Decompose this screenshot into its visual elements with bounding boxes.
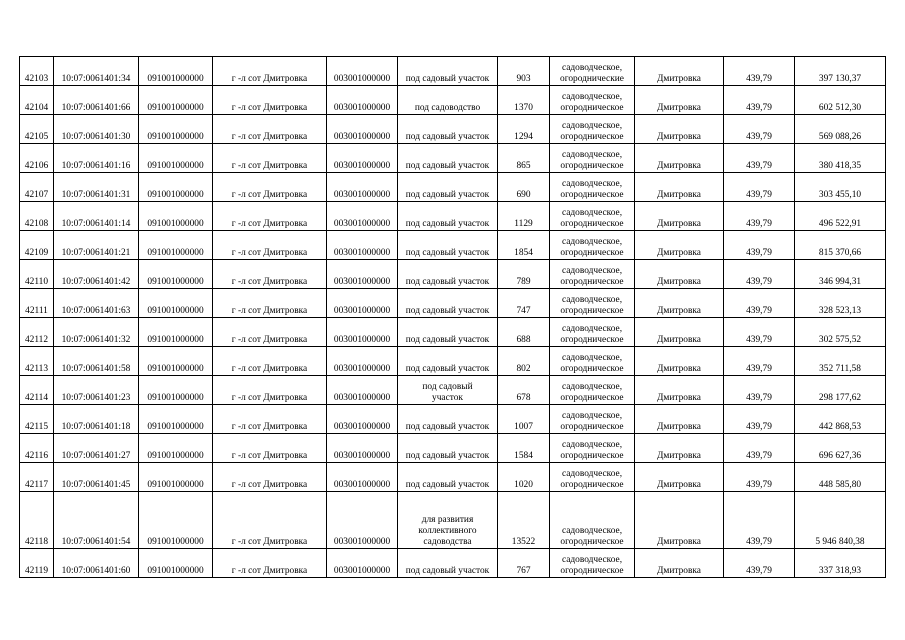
cadastral-value: 815 370,66	[795, 231, 886, 260]
use-category-line: садоводческое,	[561, 382, 623, 392]
permitted-use-line: участок	[432, 393, 463, 403]
use-category-line: огородническое	[560, 306, 624, 316]
use-category-line: садоводческое,	[561, 526, 623, 536]
cadastral-value: 303 455,10	[795, 173, 886, 202]
cadastral-number: 10:07:0061401:23	[54, 376, 139, 405]
settlement-name: Дмитровка	[635, 434, 724, 463]
specific-value: 439,79	[724, 434, 795, 463]
permitted-use	[398, 144, 498, 173]
use-category-line: огородническое	[560, 219, 624, 229]
use-category-line: садоводческое,	[561, 353, 623, 363]
locality-name: г -л сот Дмитровка	[213, 57, 327, 86]
table-row	[20, 173, 886, 202]
category-code: 003001000000	[327, 434, 398, 463]
area-value: 690	[498, 173, 550, 202]
area-value: 789	[498, 260, 550, 289]
use-category-line: огородническое	[560, 566, 624, 576]
area-value: 1294	[498, 115, 550, 144]
cadastral-value: 569 088,26	[795, 115, 886, 144]
locality-name: г -л сот Дмитровка	[213, 86, 327, 115]
use-category	[550, 115, 635, 144]
use-category	[550, 434, 635, 463]
oktmo-code: 091001000000	[139, 231, 213, 260]
category-code: 003001000000	[327, 173, 398, 202]
use-category	[550, 57, 635, 86]
use-category-line: огородническое	[560, 190, 624, 200]
use-category-line: огородническое	[560, 248, 624, 258]
permitted-use	[398, 86, 498, 115]
use-category-line: огородническое	[560, 393, 624, 403]
table-row	[20, 549, 886, 578]
locality-name: г -л сот Дмитровка	[213, 405, 327, 434]
table-row	[20, 289, 886, 318]
specific-value: 439,79	[724, 260, 795, 289]
oktmo-code: 091001000000	[139, 86, 213, 115]
use-category-line: огородническое	[560, 364, 624, 374]
record-number: 42119	[20, 549, 54, 578]
area-value: 1007	[498, 405, 550, 434]
specific-value: 439,79	[724, 318, 795, 347]
use-category-line: садоводческое,	[561, 295, 623, 305]
permitted-use	[398, 289, 498, 318]
specific-value: 439,79	[724, 463, 795, 492]
specific-value: 439,79	[724, 144, 795, 173]
permitted-use-line: под садовый участок	[405, 190, 490, 200]
use-category	[550, 492, 635, 549]
record-number: 42114	[20, 376, 54, 405]
settlement-name: Дмитровка	[635, 289, 724, 318]
category-code: 003001000000	[327, 492, 398, 549]
oktmo-code: 091001000000	[139, 492, 213, 549]
locality-name: г -л сот Дмитровка	[213, 318, 327, 347]
permitted-use	[398, 347, 498, 376]
area-value: 1370	[498, 86, 550, 115]
area-value: 767	[498, 549, 550, 578]
settlement-name: Дмитровка	[635, 318, 724, 347]
use-category-line: огороднические	[560, 74, 624, 84]
cadastral-number: 10:07:0061401:54	[54, 492, 139, 549]
category-code: 003001000000	[327, 405, 398, 434]
cadastral-value: 397 130,37	[795, 57, 886, 86]
category-code: 003001000000	[327, 57, 398, 86]
cadastral-value: 496 522,91	[795, 202, 886, 231]
locality-name: г -л сот Дмитровка	[213, 549, 327, 578]
cadastral-value: 696 627,36	[795, 434, 886, 463]
use-category	[550, 376, 635, 405]
permitted-use	[398, 492, 498, 549]
table-row	[20, 405, 886, 434]
cadastral-value: 380 418,35	[795, 144, 886, 173]
use-category	[550, 405, 635, 434]
permitted-use	[398, 318, 498, 347]
specific-value: 439,79	[724, 492, 795, 549]
specific-value: 439,79	[724, 231, 795, 260]
specific-value: 439,79	[724, 549, 795, 578]
oktmo-code: 091001000000	[139, 260, 213, 289]
specific-value: 439,79	[724, 347, 795, 376]
use-category	[550, 173, 635, 202]
category-code: 003001000000	[327, 86, 398, 115]
use-category-line: садоводческое,	[561, 411, 623, 421]
use-category	[550, 86, 635, 115]
cadastral-value: 352 711,58	[795, 347, 886, 376]
table-row	[20, 231, 886, 260]
category-code: 003001000000	[327, 318, 398, 347]
use-category-line: огородническое	[560, 537, 624, 547]
permitted-use-line: под садовый участок	[405, 566, 490, 576]
use-category-line: огородническое	[560, 335, 624, 345]
settlement-name: Дмитровка	[635, 347, 724, 376]
category-code: 003001000000	[327, 260, 398, 289]
category-code: 003001000000	[327, 347, 398, 376]
cadastral-number: 10:07:0061401:60	[54, 549, 139, 578]
record-number: 42116	[20, 434, 54, 463]
settlement-name: Дмитровка	[635, 202, 724, 231]
use-category-line: садоводческое,	[561, 555, 623, 565]
table-row	[20, 115, 886, 144]
area-value: 802	[498, 347, 550, 376]
permitted-use	[398, 549, 498, 578]
record-number: 42110	[20, 260, 54, 289]
permitted-use-line: под садовый участок	[405, 248, 490, 258]
cadastral-number: 10:07:0061401:14	[54, 202, 139, 231]
permitted-use-line: под садовый участок	[405, 161, 490, 171]
settlement-name: Дмитровка	[635, 405, 724, 434]
specific-value: 439,79	[724, 86, 795, 115]
cadastral-number: 10:07:0061401:27	[54, 434, 139, 463]
cadastral-value: 337 318,93	[795, 549, 886, 578]
area-value: 1129	[498, 202, 550, 231]
oktmo-code: 091001000000	[139, 202, 213, 231]
permitted-use	[398, 115, 498, 144]
settlement-name: Дмитровка	[635, 144, 724, 173]
category-code: 003001000000	[327, 202, 398, 231]
settlement-name: Дмитровка	[635, 260, 724, 289]
settlement-name: Дмитровка	[635, 492, 724, 549]
use-category-line: садоводческое,	[561, 266, 623, 276]
table-row	[20, 463, 886, 492]
table-row	[20, 376, 886, 405]
specific-value: 439,79	[724, 376, 795, 405]
settlement-name: Дмитровка	[635, 57, 724, 86]
permitted-use-line: под садовый участок	[405, 335, 490, 345]
use-category	[550, 318, 635, 347]
cadastral-number: 10:07:0061401:45	[54, 463, 139, 492]
category-code: 003001000000	[327, 376, 398, 405]
category-code: 003001000000	[327, 463, 398, 492]
table-row	[20, 86, 886, 115]
permitted-use	[398, 376, 498, 405]
table-row	[20, 260, 886, 289]
record-number: 42117	[20, 463, 54, 492]
area-value: 688	[498, 318, 550, 347]
use-category-line: садоводческое,	[561, 237, 623, 247]
use-category-line: огородническое	[560, 161, 624, 171]
locality-name: г -л сот Дмитровка	[213, 289, 327, 318]
category-code: 003001000000	[327, 231, 398, 260]
locality-name: г -л сот Дмитровка	[213, 173, 327, 202]
use-category	[550, 463, 635, 492]
locality-name: г -л сот Дмитровка	[213, 115, 327, 144]
record-number: 42103	[20, 57, 54, 86]
use-category-line: огородническое	[560, 422, 624, 432]
table-row	[20, 144, 886, 173]
cadastral-number: 10:07:0061401:63	[54, 289, 139, 318]
settlement-name: Дмитровка	[635, 173, 724, 202]
table-row	[20, 347, 886, 376]
cadastral-value: 346 994,31	[795, 260, 886, 289]
permitted-use-line: под садовый участок	[405, 451, 490, 461]
record-number: 42108	[20, 202, 54, 231]
oktmo-code: 091001000000	[139, 57, 213, 86]
permitted-use	[398, 202, 498, 231]
use-category	[550, 549, 635, 578]
area-value: 1584	[498, 434, 550, 463]
use-category-line: садоводческое,	[561, 150, 623, 160]
record-number: 42118	[20, 492, 54, 549]
cadastral-value: 442 868,53	[795, 405, 886, 434]
record-number: 42111	[20, 289, 54, 318]
use-category-line: огородническое	[560, 103, 624, 113]
locality-name: г -л сот Дмитровка	[213, 434, 327, 463]
permitted-use-line: под садовый участок	[405, 422, 490, 432]
oktmo-code: 091001000000	[139, 434, 213, 463]
specific-value: 439,79	[724, 115, 795, 144]
oktmo-code: 091001000000	[139, 115, 213, 144]
table-row	[20, 202, 886, 231]
permitted-use-line: под садовый участок	[405, 219, 490, 229]
use-category	[550, 144, 635, 173]
cadastral-number: 10:07:0061401:58	[54, 347, 139, 376]
record-number: 42105	[20, 115, 54, 144]
cadastral-number: 10:07:0061401:34	[54, 57, 139, 86]
permitted-use-line: под садовый участок	[405, 480, 490, 490]
record-number: 42112	[20, 318, 54, 347]
permitted-use-line: садоводства	[423, 537, 472, 547]
permitted-use-line: под садовый участок	[405, 277, 490, 287]
table-row	[20, 434, 886, 463]
permitted-use-line: под садовый участок	[405, 74, 490, 84]
cadastral-number: 10:07:0061401:16	[54, 144, 139, 173]
permitted-use	[398, 173, 498, 202]
permitted-use	[398, 260, 498, 289]
settlement-name: Дмитровка	[635, 86, 724, 115]
specific-value: 439,79	[724, 202, 795, 231]
settlement-name: Дмитровка	[635, 231, 724, 260]
cadastral-number: 10:07:0061401:30	[54, 115, 139, 144]
category-code: 003001000000	[327, 289, 398, 318]
permitted-use-line: коллективного	[418, 526, 477, 536]
area-value: 903	[498, 57, 550, 86]
cadastral-number: 10:07:0061401:66	[54, 86, 139, 115]
area-value: 13522	[498, 492, 550, 549]
permitted-use	[398, 231, 498, 260]
specific-value: 439,79	[724, 405, 795, 434]
cadastral-number: 10:07:0061401:32	[54, 318, 139, 347]
cadastral-number: 10:07:0061401:21	[54, 231, 139, 260]
specific-value: 439,79	[724, 289, 795, 318]
use-category-line: огородническое	[560, 277, 624, 287]
record-number: 42104	[20, 86, 54, 115]
cadastral-number: 10:07:0061401:31	[54, 173, 139, 202]
land-plots-table	[19, 56, 886, 578]
specific-value: 439,79	[724, 57, 795, 86]
use-category-line: садоводческое,	[561, 63, 623, 73]
table-row	[20, 492, 886, 549]
oktmo-code: 091001000000	[139, 318, 213, 347]
category-code: 003001000000	[327, 549, 398, 578]
locality-name: г -л сот Дмитровка	[213, 347, 327, 376]
oktmo-code: 091001000000	[139, 144, 213, 173]
permitted-use-line: под садоводство	[414, 103, 481, 113]
use-category-line: садоводческое,	[561, 208, 623, 218]
table-row	[20, 57, 886, 86]
use-category-line: садоводческое,	[561, 440, 623, 450]
settlement-name: Дмитровка	[635, 376, 724, 405]
permitted-use	[398, 434, 498, 463]
use-category	[550, 231, 635, 260]
area-value: 678	[498, 376, 550, 405]
locality-name: г -л сот Дмитровка	[213, 376, 327, 405]
record-number: 42115	[20, 405, 54, 434]
oktmo-code: 091001000000	[139, 289, 213, 318]
use-category-line: садоводческое,	[561, 92, 623, 102]
category-code: 003001000000	[327, 144, 398, 173]
cadastral-value: 5 946 840,38	[795, 492, 886, 549]
settlement-name: Дмитровка	[635, 549, 724, 578]
record-number: 42113	[20, 347, 54, 376]
oktmo-code: 091001000000	[139, 347, 213, 376]
area-value: 1020	[498, 463, 550, 492]
cadastral-number: 10:07:0061401:18	[54, 405, 139, 434]
oktmo-code: 091001000000	[139, 173, 213, 202]
oktmo-code: 091001000000	[139, 463, 213, 492]
area-value: 865	[498, 144, 550, 173]
permitted-use-line: для развития	[421, 515, 474, 525]
cadastral-value: 602 512,30	[795, 86, 886, 115]
use-category-line: садоводческое,	[561, 324, 623, 334]
permitted-use-line: под садовый	[422, 382, 473, 392]
settlement-name: Дмитровка	[635, 115, 724, 144]
category-code: 003001000000	[327, 115, 398, 144]
record-number: 42106	[20, 144, 54, 173]
cadastral-value: 448 585,80	[795, 463, 886, 492]
permitted-use-line: под садовый участок	[405, 364, 490, 374]
permitted-use	[398, 57, 498, 86]
use-category-line: огородническое	[560, 480, 624, 490]
locality-name: г -л сот Дмитровка	[213, 144, 327, 173]
use-category-line: огородническое	[560, 132, 624, 142]
permitted-use-line: под садовый участок	[405, 132, 490, 142]
oktmo-code: 091001000000	[139, 376, 213, 405]
use-category	[550, 289, 635, 318]
locality-name: г -л сот Дмитровка	[213, 202, 327, 231]
use-category	[550, 202, 635, 231]
locality-name: г -л сот Дмитровка	[213, 260, 327, 289]
oktmo-code: 091001000000	[139, 405, 213, 434]
locality-name: г -л сот Дмитровка	[213, 231, 327, 260]
record-number: 42109	[20, 231, 54, 260]
use-category-line: огородническое	[560, 451, 624, 461]
cadastral-value: 302 575,52	[795, 318, 886, 347]
table-row	[20, 318, 886, 347]
permitted-use	[398, 405, 498, 434]
cadastral-value: 328 523,13	[795, 289, 886, 318]
cadastral-number: 10:07:0061401:42	[54, 260, 139, 289]
use-category-line: садоводческое,	[561, 179, 623, 189]
use-category-line: садоводческое,	[561, 469, 623, 479]
locality-name: г -л сот Дмитровка	[213, 492, 327, 549]
record-number: 42107	[20, 173, 54, 202]
oktmo-code: 091001000000	[139, 549, 213, 578]
use-category-line: садоводческое,	[561, 121, 623, 131]
permitted-use-line: под садовый участок	[405, 306, 490, 316]
settlement-name: Дмитровка	[635, 463, 724, 492]
specific-value: 439,79	[724, 173, 795, 202]
table-body	[20, 57, 886, 578]
cadastral-value: 298 177,62	[795, 376, 886, 405]
permitted-use	[398, 463, 498, 492]
use-category	[550, 260, 635, 289]
locality-name: г -л сот Дмитровка	[213, 463, 327, 492]
use-category	[550, 347, 635, 376]
area-value: 1854	[498, 231, 550, 260]
area-value: 747	[498, 289, 550, 318]
